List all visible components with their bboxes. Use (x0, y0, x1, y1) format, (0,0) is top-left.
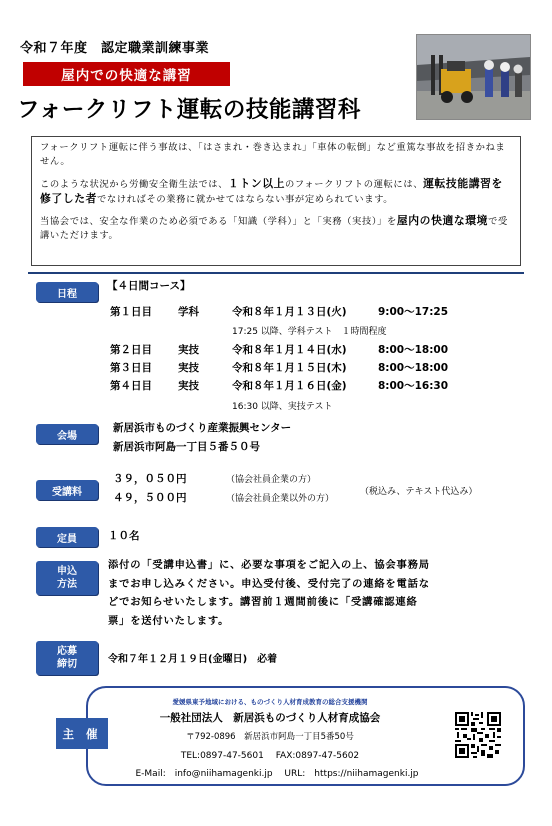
fee-member-price: ３９，０５０円 (113, 473, 187, 485)
organizer-email-url: E-Mail: info@niihamagenki.jp URL: https://niihamagenki.jp (135, 769, 419, 779)
page-title: フォークリフト運転の技能講習科 (17, 97, 361, 123)
capacity-value: １０名 (108, 530, 140, 542)
fee-nonmember-note: （協会社員企業以外の方） (226, 494, 335, 504)
venue-address: 新居浜市阿島一丁目５番５０号 (113, 441, 260, 453)
section-divider (28, 272, 524, 274)
apply-text: 添付の「受講申込書」に、必要な事項をご記入の上、協会事務局 までお申し込みください。申込受付後、受付完了の連絡を電話な どでお知らせいたします。講習前１週間前後に「受講確認連絡 票」を送付いたします。 (108, 559, 430, 627)
intro-box (31, 136, 521, 266)
schedule-time: 9:00～17:25 (378, 306, 449, 318)
organizer-name: 一般社団法人 新居浜ものづくり人材育成協会 (159, 712, 381, 724)
intro-paragraph-3: 当協会では、安全な作業のため必須である「知識（学科）」と「実務（実技）」を屋内の快適な環境で受講いただけます。 (40, 214, 508, 242)
organizer-address: 〒792-0896 新居浜市阿島一丁目5番50号 (186, 732, 354, 742)
schedule-time: 8:00～16:30 (378, 380, 449, 392)
program-title: 令和７年度 認定職業訓練事業 (20, 41, 210, 56)
schedule-day: 第４日目 (110, 380, 152, 392)
forklift-photo (416, 34, 531, 120)
schedule-date: 令和８年１月１４日(水) (232, 344, 347, 356)
capacity-label: 定員 (36, 527, 98, 547)
fee-nonmember-price: ４９，５００円 (113, 492, 187, 504)
organizer-label: 主 催 (56, 718, 108, 749)
schedule-day: 第１日目 (110, 306, 152, 318)
indoor-banner: 屋内での快適な講習 (23, 62, 230, 86)
fee-tax-note: （税込み、テキスト代込み） (360, 487, 478, 497)
apply-label: 申込 方法 (36, 561, 98, 595)
venue-label: 会場 (36, 424, 98, 444)
schedule-day: 第２日目 (110, 344, 152, 356)
schedule-time: 8:00～18:00 (378, 362, 449, 374)
deadline-label: 応募 締切 (36, 641, 98, 675)
fee-member-note: （協会社員企業の方） (226, 475, 317, 485)
qr-code[interactable] (455, 712, 501, 758)
schedule-type: 実技 (178, 380, 199, 392)
deadline-value: 令和７年１２月１９日(金曜日) 必着 (108, 654, 278, 665)
schedule-date: 令和８年１月１６日(金) (232, 380, 347, 392)
schedule-note: 16:30 以降、実技テスト (232, 402, 333, 412)
schedule-day: 第３日目 (110, 362, 152, 374)
organizer-tel-fax: TEL:0897-47-5601 FAX:0897-47-5602 (180, 751, 360, 761)
schedule-type: 学科 (178, 306, 199, 318)
schedule-date: 令和８年１月１３日(火) (232, 306, 347, 318)
schedule-note: 17:25 以降、学科テスト １時間程度 (232, 327, 387, 337)
organizer-tagline: 愛媛県東予地域における、ものづくり人材育成教育の総合支援機関 (172, 698, 368, 706)
schedule-type: 実技 (178, 362, 199, 374)
intro-paragraph-1: フォークリフト運転に伴う事故は、「はさまれ・巻き込まれ」「車体の転倒」など重篤な事故を招きかねません。 (40, 142, 506, 168)
schedule-time: 8:00～18:00 (378, 344, 449, 356)
schedule-label: 日程 (36, 282, 98, 302)
course-name: 【４日間コース】 (107, 280, 191, 292)
venue-name: 新居浜市ものづくり産業振興センター (113, 422, 292, 434)
intro-paragraph-2: このような状況から労働安全衛生法では、１トン以上のフォークリフトの運転には、運転技能講習を修了した者でなければその業務に就かせてはならない事が定められています。 (40, 176, 503, 205)
fee-label: 受講料 (36, 480, 98, 500)
schedule-type: 実技 (178, 344, 199, 356)
schedule-date: 令和８年１月１５日(木) (232, 362, 347, 374)
